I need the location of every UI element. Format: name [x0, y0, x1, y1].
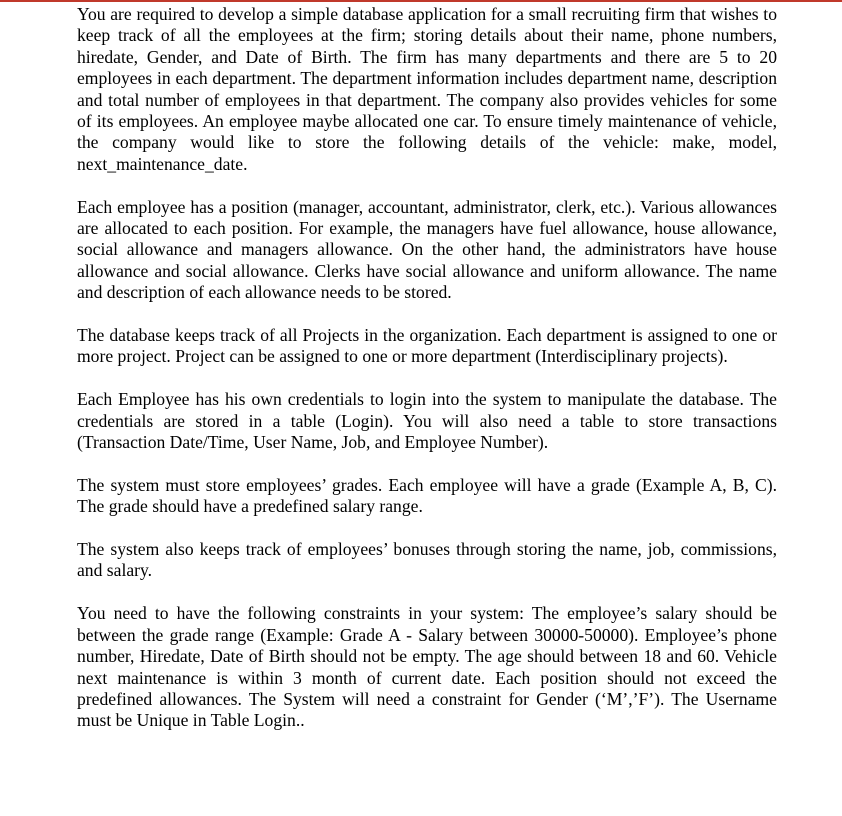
paragraph-bonuses: The system also keeps track of employees’ bonuses through storing the name, job, commissions, and salary.: [77, 539, 777, 581]
document-body: [77, 4, 777, 753]
paragraph-credentials: Each Employee has his own credentials to login into the system to manipulate the database. The credentials are stored in a table (Login). You will also need a table to store transactions (Transaction Date/Time, User Name, Job, and Employee Number).: [77, 389, 777, 453]
paragraph-grades: The system must store employees’ grades. Each employee will have a grade (Example A, B, C). The grade should have a predefined salary range.: [77, 474, 777, 517]
paragraph-constraints: You need to have the following constraints in your system: The employee’s salary should be between the grade range (Example: Grade A - Salary between 30000-50000). Employee’s phone number, Hiredate, Date of Birth should not be empty. The age should between 18 and 60. Vehicle next maintenance is within 3 month of current date. Each position should not exceed the predefined allowances. The System will need a constraint for Gender (‘M’,’F’). The Username must be Unique in Table Login..: [77, 603, 777, 731]
paragraph-positions-allowances: Each employee has a position (manager, accountant, administrator, clerk, etc.). Various allowances are allocated to each position. For example, the managers have fuel allowance, house allowance, social allowance and managers allowance. On the other hand, the administrators have house allowance and social allowance. Clerks have social allowance and uniform allowance. The name and description of each allowance needs to be stored.: [77, 196, 777, 303]
paragraph-projects: The database keeps track of all Projects in the organization. Each department is assigned to one or more project. Project can be assigned to one or more department (Interdisciplinary projects).: [77, 325, 777, 367]
top-border-rule: [0, 0, 842, 2]
paragraph-overview: You are required to develop a simple database application for a small recruiting firm that wishes to keep track of all the employees at the firm; storing details about their name, phone numbers, hiredate, Gender, and Date of Birth. The firm has many departments and there are 5 to 20 employees in each department. The department information includes department name, description and total number of employees in that department. The company also provides vehicles for some of its employees. An employee maybe allocated one car. To ensure timely maintenance of vehicle, the company would like to store the following details of the vehicle: make, model, next_maintenance_date.: [77, 4, 777, 174]
